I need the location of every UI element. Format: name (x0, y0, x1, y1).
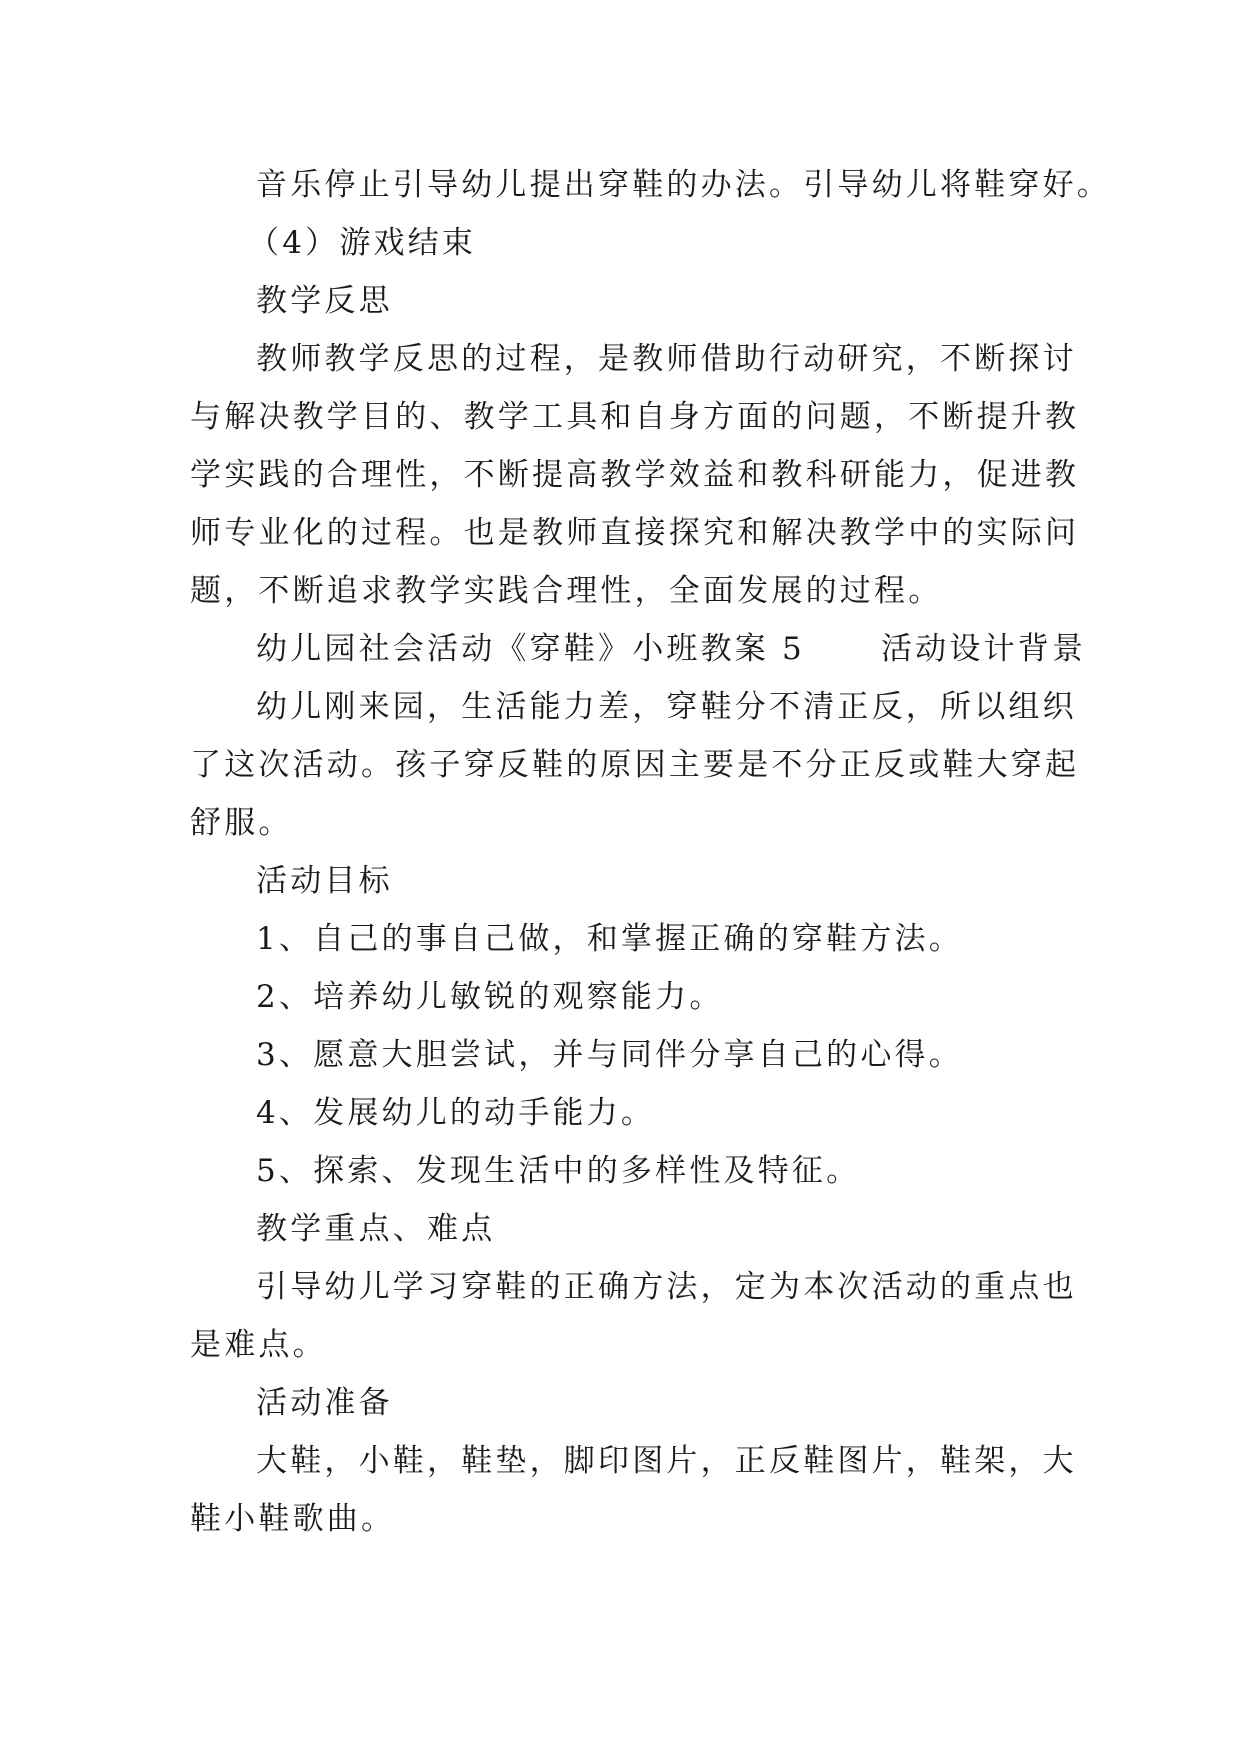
section-heading: （4）游戏结束 (248, 225, 477, 261)
list-item: 2、培养幼儿敏锐的观察能力。 (256, 979, 724, 1015)
paragraph-line: 师专业化的过程。也是教师直接探究和解决教学中的实际问 (190, 515, 1080, 551)
list-item: 1、自己的事自己做，和掌握正确的穿鞋方法。 (256, 921, 963, 957)
paragraph-line: 引导幼儿学习穿鞋的正确方法，定为本次活动的重点也 (256, 1269, 1077, 1305)
section-heading: 活动准备 (256, 1385, 393, 1421)
paragraph-line: 大鞋，小鞋，鞋垫，脚印图片，正反鞋图片，鞋架，大 (256, 1443, 1077, 1479)
paragraph-line: 了这次活动。孩子穿反鞋的原因主要是不分正反或鞋大穿起 (190, 747, 1080, 783)
paragraph-line: 题，不断追求教学实践合理性，全面发展的过程。 (190, 573, 943, 609)
paragraph-line: 音乐停止引导幼儿提出穿鞋的办法。引导幼儿将鞋穿好。 (256, 167, 1111, 203)
paragraph-line: 与解决教学目的、教学工具和自身方面的问题，不断提升教 (190, 399, 1080, 435)
section-heading: 活动目标 (256, 863, 393, 899)
paragraph-line: 教师教学反思的过程，是教师借助行动研究，不断探讨 (256, 341, 1077, 377)
paragraph-line: 学实践的合理性，不断提高教学效益和教科研能力，促进教 (190, 457, 1080, 493)
paragraph-line: 幼儿刚来园，生活能力差，穿鞋分不清正反，所以组织 (256, 689, 1077, 725)
list-item: 5、探索、发现生活中的多样性及特征。 (256, 1153, 861, 1189)
list-item: 3、愿意大胆尝试，并与同伴分享自己的心得。 (256, 1037, 963, 1073)
lesson-title-line (256, 629, 1086, 669)
paragraph-line: 舒服。 (190, 805, 293, 841)
list-item: 4、发展幼儿的动手能力。 (256, 1095, 656, 1131)
section-heading: 教学重点、难点 (256, 1211, 496, 1247)
paragraph-line: 是难点。 (190, 1327, 327, 1363)
lesson-title: 幼儿园社会活动《穿鞋》小班教案 5 (256, 631, 805, 667)
section-heading: 教学反思 (256, 283, 393, 319)
paragraph-line: 鞋小鞋歌曲。 (190, 1501, 396, 1537)
section-heading: 活动设计背景 (880, 631, 1087, 667)
